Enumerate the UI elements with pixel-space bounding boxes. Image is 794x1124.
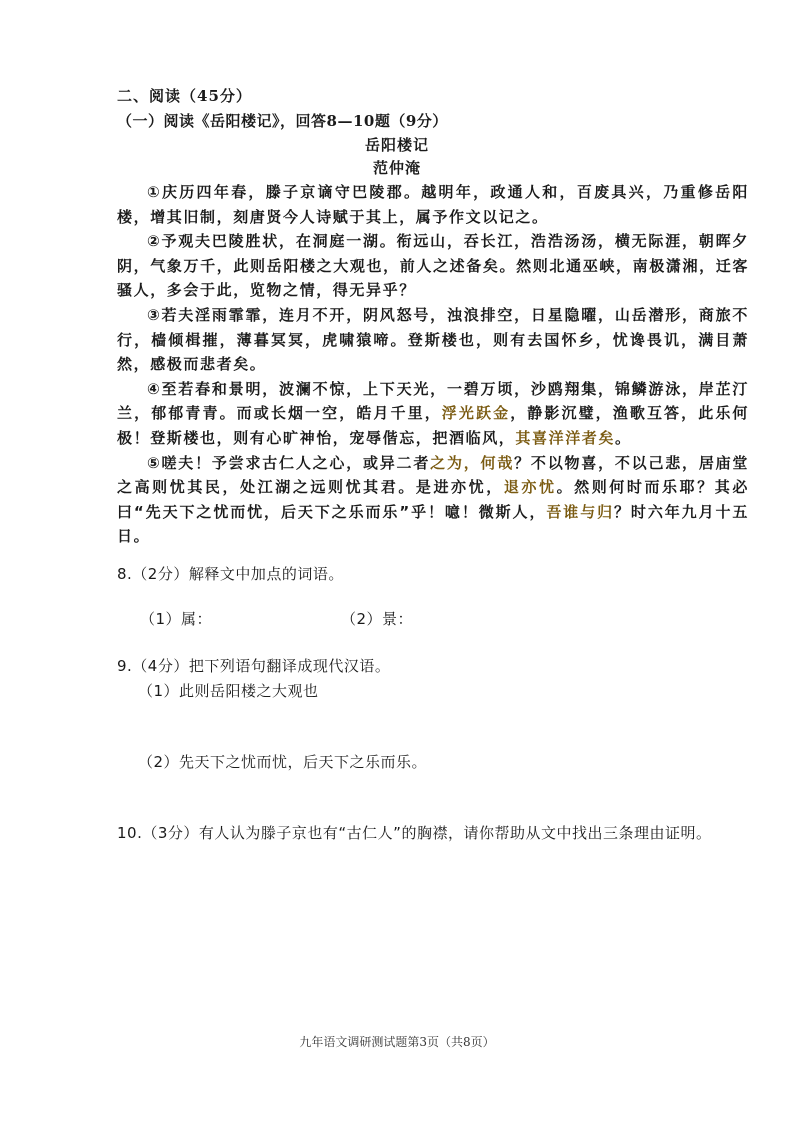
article-body [117,180,749,549]
question-8-items [140,608,414,629]
paragraph-5-highlight-1: 之为，何哉 [430,453,515,472]
article-author: 范仲淹 [372,159,421,177]
paragraph-4-highlight-1: 浮光跃金 [441,404,511,423]
article-paragraph-1: ①庆历四年春，滕子京谪守巴陵郡。越明年，政通人和，百废具兴，乃重修岳阳楼，增其旧制，刻唐贤今人诗赋于其上，属予作文以记之。 [117,183,749,226]
paragraph-4-text-e: 。 [615,428,632,447]
question-8-item-1: （1）属： [140,610,213,628]
paragraph-4-text-c: ，静影沉璧，渔歌互答，此乐何极！登斯楼也，则有心旷神怡，宠辱偕忘，把酒临风， [117,404,750,447]
paragraph-5-text-c: ？不以物喜，不以己悲，居庙堂之高则忧其民，处江湖之远则忧其君。是进亦忧， [117,453,750,497]
paragraph-5-text-g: ？时六年九月十五日。 [117,502,749,546]
article-paragraph-2: ②予观夫巴陵胜状，在洞庭一湖。衔远山，吞长江，浩浩汤汤，横无际涯，朝晖夕阴，气象万千，此则岳阳楼之大观也，前人之述备矣。然则北通巫峡，南极潇湘，迁客骚人，多会于此，览物之情，得无异乎？ [117,232,749,300]
subsection-title: （一）阅读《岳阳楼记》，回答8—10题（9分） [117,112,448,130]
paragraph-5-highlight-2: 退亦忧 [503,478,557,497]
paragraph-5-text-e: 。然则何时而乐耶？其必曰“先天下之忧而忧，后天下之乐而乐”乎！噫！微斯人， [117,478,749,521]
paragraph-4-text-a: ④至若春和景明，波澜不惊，上下天光，一碧万顷，沙鸥翔集，锦鳞游泳，岸芷汀兰，郁郁青青。而或长烟一空，皓月千里， [117,379,749,423]
article-paragraph-5 [117,451,749,549]
question-10-stem: 10.（3分）有人认为滕子京也有“古仁人”的胸襟，请你帮助从文中找出三条理由证明。 [117,824,712,842]
article-paragraph-3: ③若夫淫雨霏霏，连月不开，阴风怒号，浊浪排空，日星隐曜，山岳潜形，商旅不行，樯倾楫摧，薄暮冥冥，虎啸猿啼。登斯楼也，则有去国怀乡，忧谗畏讥，满目萧然，感极而悲者矣。 [117,305,749,374]
question-9-stem: 9.（4分）把下列语句翻译成现代汉语。 [117,657,391,675]
question-9-item-2: （2）先天下之忧而忧，后天下之乐而乐。 [138,753,428,771]
question-8-item-2: （2）景： [341,610,414,628]
paragraph-5-highlight-3: 吾谁与归 [546,502,615,521]
paragraph-5-text-a: ⑤嗟夫！予尝求古仁人之心，或异二者 [147,453,431,472]
page-footer: 九年语文调研测试题第3页（共8页） [299,1035,495,1049]
article-title: 岳阳楼记 [364,136,429,154]
question-9-item-1: （1）此则岳阳楼之大观也 [138,682,319,700]
question-8-stem: 8.（2分）解释文中加点的词语。 [117,565,344,583]
article-paragraph-4 [117,377,749,451]
section-title: 二、阅读（45分） [117,87,252,105]
paragraph-4-highlight-2: 其喜洋洋者矣 [515,428,616,447]
